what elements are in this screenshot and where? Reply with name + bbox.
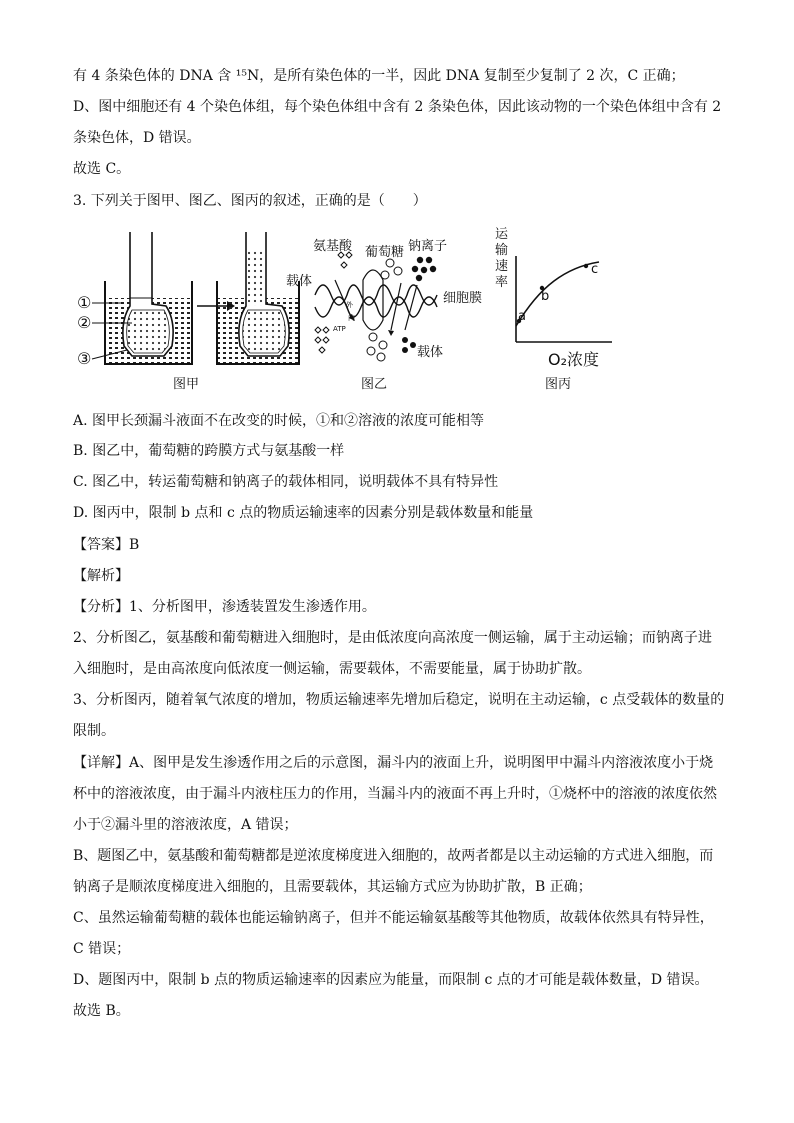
membrane-label: 细胞膜: [443, 291, 483, 306]
carrier-label-1: 载体: [286, 274, 313, 289]
text-line: 小于②漏斗里的溶液浓度，A 错误；: [73, 817, 298, 833]
inside-label: 内: [348, 314, 355, 322]
caption-bing: 图丙: [545, 377, 572, 392]
text-line: 故选 B。: [73, 1003, 130, 1019]
text-line: 【详解】A、图甲是发生渗透作用之后的示意图，漏斗内的液面上升，说明图甲中漏斗内溶液浓度小于烧: [73, 755, 714, 771]
question-stem: 3. 下列关于图甲、图乙、图丙的叙述，正确的是（ ）: [73, 193, 427, 209]
atp-label: ATP: [333, 325, 346, 333]
outside-label: 外: [346, 301, 353, 309]
analysis-heading: 【解析】: [73, 568, 129, 584]
text-line: 入细胞时，是由高浓度向低浓度一侧运输，需要载体，不需要能量，属于协助扩散。: [73, 661, 591, 677]
label-3: ③: [77, 349, 92, 368]
option-c: C. 图乙中，转运葡萄糖和钠离子的载体相同，说明载体不具有特异性: [73, 474, 499, 490]
text-line: 条染色体，D 错误。: [73, 130, 201, 146]
figure-bing: [494, 226, 624, 366]
text-line: 限制。: [73, 723, 115, 739]
x-axis-label: O₂浓度: [548, 350, 600, 369]
figure-jia: [72, 226, 302, 394]
text-line: 杯中的溶液浓度，由于漏斗内液柱压力的作用，当漏斗内的液面不再上升时，①烧杯中的溶液的浓度依然: [73, 786, 717, 802]
point-b-label: b: [541, 289, 550, 304]
option-b: B. 图乙中，葡萄糖的跨膜方式与氨基酸一样: [73, 443, 345, 459]
option-d: D. 图丙中，限制 b 点和 c 点的物质运输速率的因素分别是载体数量和能量: [73, 505, 534, 521]
text-line: C、虽然运输葡萄糖的载体也能运输钠离子，但并不能运输氨基酸等其他物质，故载体依然具有特异性，: [73, 910, 714, 926]
text-line: 2、分析图乙，氨基酸和葡萄糖进入细胞时，是由低浓度向高浓度一侧运输，属于主动运输；而钠离子进: [73, 630, 712, 646]
label-1: ①: [77, 293, 92, 312]
label-2: ②: [77, 313, 92, 332]
text-line: B、题图乙中，氨基酸和葡萄糖都是逆浓度梯度进入细胞的，故两者都是以主动运输的方式进入细胞，而: [73, 848, 714, 864]
point-c: [584, 264, 588, 268]
point-a-label: a: [518, 309, 526, 324]
amino-acid-label: 氨基酸: [313, 239, 353, 254]
caption-jia: 图甲: [173, 377, 200, 392]
answer-line: 【答案】B: [73, 537, 140, 553]
point-c-label: c: [591, 262, 599, 277]
text-line: D、图中细胞还有 4 个染色体组，每个染色体组中含有 2 条染色体，因此该动物的一个染色体组中含有 2: [73, 99, 722, 115]
text-line: D、题图丙中，限制 b 点的物质运输速率的因素应为能量，而限制 c 点的才可能是载体数量，D 错误。: [73, 972, 709, 988]
y-axis-label: 运 输 速 率: [495, 227, 509, 290]
text-line: 3、分析图丙，随着氧气浓度的增加，物质运输速率先增加后稳定，说明在主动运输，c 点受载体的数量的: [73, 692, 725, 708]
carrier-label-2: 载体: [417, 345, 444, 360]
caption-yi: 图乙: [361, 377, 388, 392]
text-line: 钠离子是顺浓度梯度进入细胞的，且需要载体，其运输方式应为协助扩散，B 正确；: [73, 879, 592, 895]
glucose-label: 葡萄糖: [365, 245, 405, 260]
text-line: 【分析】1、分析图甲，渗透装置发生渗透作用。: [73, 599, 376, 615]
text-line: 故选 C。: [73, 161, 131, 177]
sodium-label: 钠离子: [408, 239, 448, 254]
text-line: C 错误；: [73, 941, 131, 957]
option-a: A. 图甲长颈漏斗液面不在改变的时候，①和②溶液的浓度可能相等: [73, 413, 485, 429]
text-line: 有 4 条染色体的 DNA 含 ¹⁵N，是所有染色体的一半，因此 DNA 复制至少复制了 2 次，C 正确；: [73, 68, 685, 84]
